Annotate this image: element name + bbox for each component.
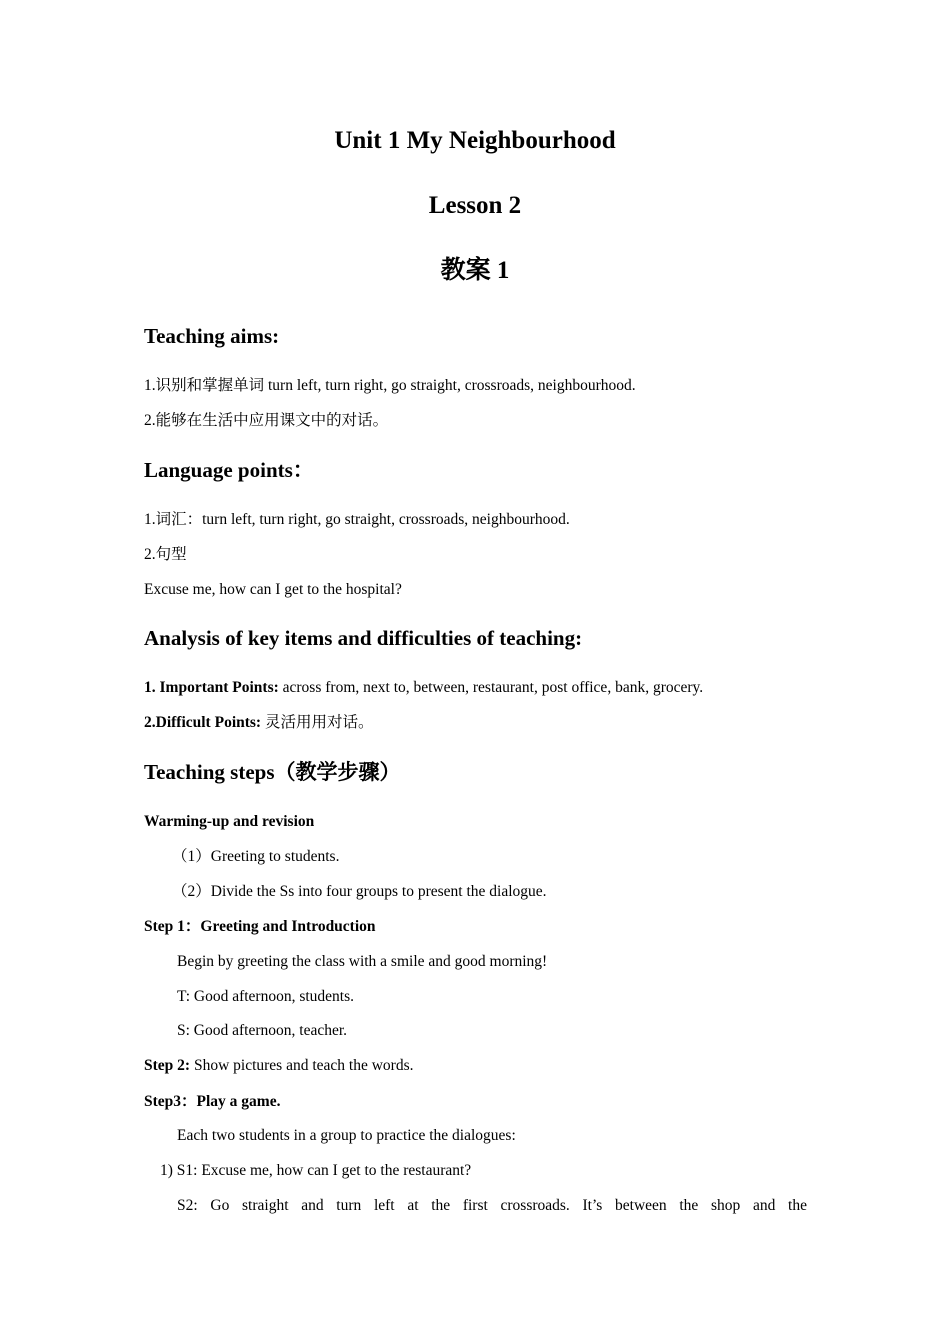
language-item-2: 2.句型	[144, 546, 187, 563]
step3-line-1: Each two students in a group to practice the dialogues:	[177, 1127, 516, 1144]
step1-heading: Step 1：Greeting and Introduction	[144, 918, 376, 935]
warmup-item-1: （1）Greeting to students.	[172, 848, 340, 865]
step2-label: Step 2:	[144, 1057, 191, 1074]
difficult-points-text: 灵活用用对话。	[261, 714, 374, 731]
important-points	[144, 680, 703, 696]
step1-line-2: T: Good afternoon, students.	[177, 988, 355, 1005]
step1-line-3: S: Good afternoon, teacher.	[177, 1022, 348, 1039]
important-points-label: 1. Important Points:	[144, 679, 279, 696]
lesson-title: Lesson 2	[428, 192, 522, 219]
teaching-steps-heading: Teaching steps（教学步骤）	[144, 760, 401, 784]
language-item-1: 1.词汇：turn left, turn right, go straight, crossroads, neighbourhood.	[144, 511, 570, 528]
step2-line	[144, 1058, 413, 1074]
step3-heading: Step3：Play a game.	[144, 1093, 281, 1110]
language-sentence: Excuse me, how can I get to the hospital?	[144, 581, 402, 598]
difficult-points-label: 2.Difficult Points:	[144, 714, 262, 731]
dialogue-1-s2: S2: Go straight and turn left at the first crossroads. It’s between the shop and the	[177, 1197, 807, 1214]
warmup-item-2: （2）Divide the Ss into four groups to present the dialogue.	[172, 883, 547, 900]
important-points-text: across from, next to, between, restaurant, post office, bank, grocery.	[278, 679, 704, 696]
unit-title: Unit 1 My Neighbourhood	[334, 127, 616, 154]
language-points-heading: Language points：	[144, 458, 314, 482]
aims-item-1: 1.识别和掌握单词 turn left, turn right, go straight, crossroads, neighbourhood.	[144, 377, 636, 394]
teaching-aims-heading: Teaching aims:	[144, 324, 280, 348]
step1-line-1: Begin by greeting the class with a smile and good morning!	[177, 953, 548, 970]
aims-item-2: 2.能够在生活中应用课文中的对话。	[144, 412, 389, 429]
warmup-heading: Warming-up and revision	[144, 813, 315, 830]
difficult-points	[144, 715, 374, 731]
dialogue-1-s1: 1) S1: Excuse me, how can I get to the restaurant?	[160, 1162, 472, 1179]
step2-text: Show pictures and teach the words.	[190, 1057, 414, 1074]
plan-title: 教案 1	[440, 257, 510, 284]
analysis-heading: Analysis of key items and difficulties of teaching:	[144, 626, 583, 650]
